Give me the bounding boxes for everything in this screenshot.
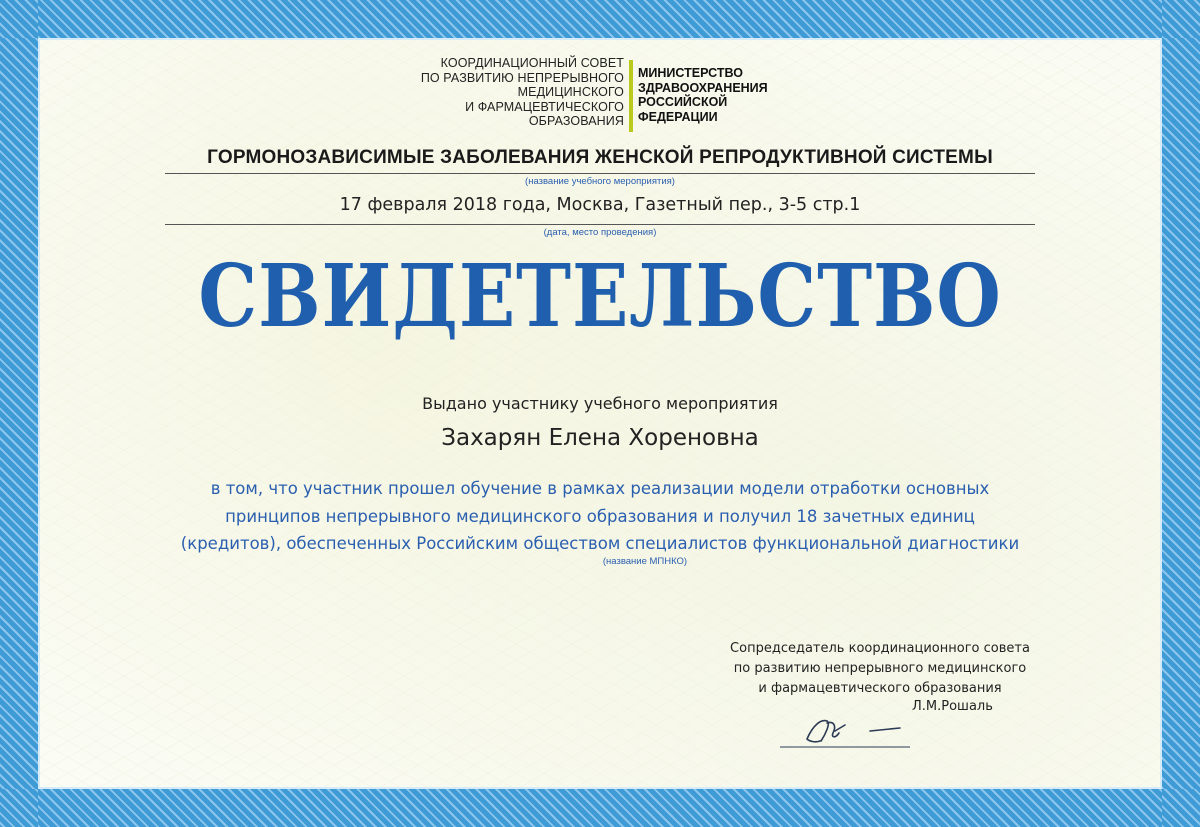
signer-name: Л.М.Рошаль <box>912 699 993 714</box>
body-line: (кредитов), обеспеченных Российским обществом специалистов функциональной диагностики <box>180 534 1020 553</box>
signatory-title-line: Сопредседатель координационного совета <box>730 641 1030 656</box>
logo-right-line: ФЕДЕРАЦИИ <box>638 109 718 124</box>
body-line: в том, что участник прошел обучение в рамках реализации модели отработки основных <box>210 479 990 498</box>
event-date-caption: (дата, место проведения) <box>543 227 657 238</box>
event-title-caption: (название учебного мероприятия) <box>525 176 675 187</box>
ministry-logo-text <box>638 66 798 124</box>
logo-left-line: ОБРАЗОВАНИЯ <box>528 114 624 128</box>
mpnko-caption: (название МПНКО) <box>602 556 688 567</box>
issued-to-label: Выдано участнику учебного мероприятия <box>422 394 778 413</box>
logo-left-line: ПО РАЗВИТИЮ НЕПРЕРЫВНОГО <box>420 70 624 85</box>
certificate-headline: СВИДЕТЕЛЬСТВО <box>198 246 1002 347</box>
certificate-body <box>100 475 1100 558</box>
logo-left-line: МЕДИЦИНСКОГО <box>517 85 624 99</box>
participant-name: Захарян Елена Хореновна <box>441 425 759 451</box>
event-date-underline <box>165 224 1035 225</box>
logo-right-line: МИНИСТЕРСТВО <box>638 66 743 80</box>
coordination-council-logo-text <box>404 56 624 129</box>
event-title-underline <box>165 173 1035 174</box>
logo-right-line: РОССИЙСКОЙ <box>638 95 728 109</box>
logo-right-line: ЗДРАВООХРАНЕНИЯ <box>638 80 768 95</box>
signatory-title <box>700 639 1060 699</box>
logo-divider-bar <box>629 60 633 132</box>
signatory-title-line: по развитию непрерывного медицинского <box>733 661 1027 676</box>
logo-left-line: И ФАРМАЦЕВТИЧЕСКОГО <box>465 99 624 114</box>
logo-left-line: КООРДИНАЦИОННЫЙ СОВЕТ <box>440 56 624 70</box>
handwritten-signature <box>775 705 915 755</box>
signatory-title-line: и фармацевтического образования <box>758 681 1002 696</box>
body-line: принципов непрерывного медицинского образования и получил 18 зачетных единиц <box>225 506 975 526</box>
event-title: ГОРМОНОЗАВИСИМЫЕ ЗАБОЛЕВАНИЯ ЖЕНСКОЙ РЕПРОДУКТИВНОЙ СИСТЕМЫ <box>207 147 993 168</box>
event-date-place: 17 февраля 2018 года, Москва, Газетный пер., 3-5 стр.1 <box>339 195 861 215</box>
